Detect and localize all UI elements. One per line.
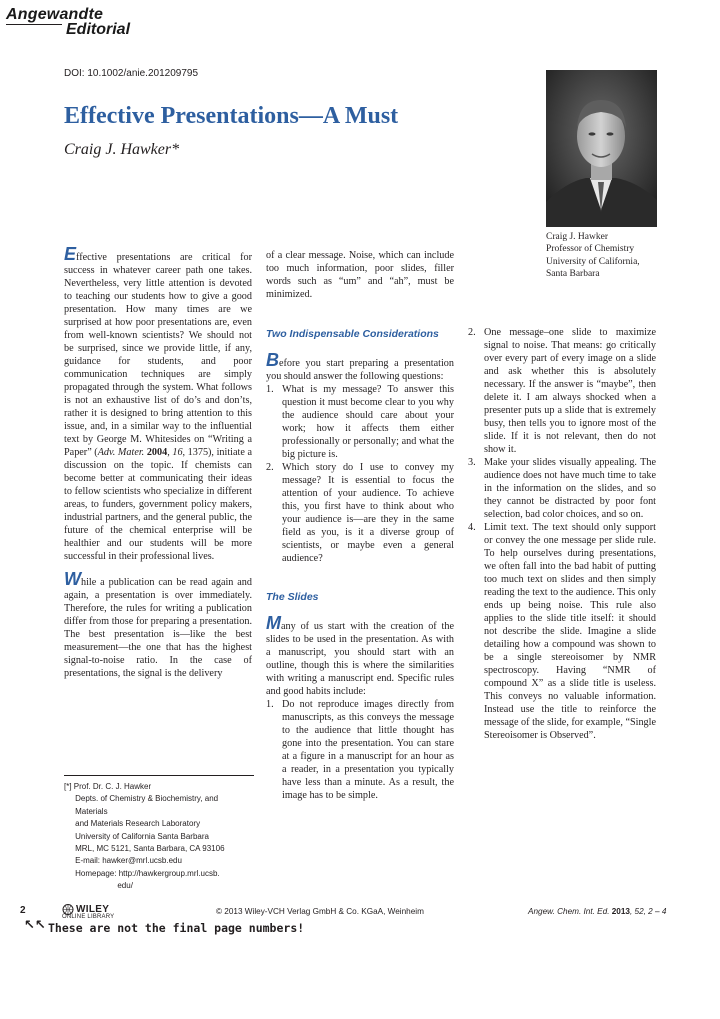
paragraph-signal: While a publication can be read again and again, a presentation is over immediately. Therefore, the rules for writing a publication differ from those for preparing a presentation. The best presentation is—like the best measurement—the one that has the highest signal-to-noise ratio. In the case of presentations, the signal is the delivery [64,569,252,679]
list-item [266,461,454,565]
list-item-text: One message–one slide to maximize signal to noise. That means: go critically over every part of every image on a slide and ask whether this is absolutely necessary. If the answer is “maybe”, then delete it. I am always shocked when a presenter puts up a slide that is extremely busy, then tells you to ignore most of the slide. If it is not relevant, then do not show it. [484,327,656,455]
list-item [468,456,656,521]
article-author: Craig J. Hawker* [64,141,180,158]
list-item-number: 3. [468,457,476,468]
list-item-number: 1. [266,699,274,710]
list-item [266,698,454,802]
journal-citation: Angew. Chem. Int. Ed. 2013, 52, 2 – 4 [528,907,667,916]
list-item [468,326,656,456]
slide-rules-list [266,698,454,802]
author-portrait [546,70,657,227]
journal-logo-editorial: Editorial [66,21,131,38]
not-final-notice: These are not the final page numbers! [48,921,305,935]
section-heading-slides: The Slides [266,591,319,603]
drop-cap: E [64,244,77,264]
copyright: © 2013 Wiley-VCH Verlag GmbH & Co. KGaA, Weinheim [216,907,424,916]
photo-caption: Craig J. Hawker Professor of Chemistry University of California, Santa Barbara [546,232,640,279]
article-title: Effective Presentations—A Must [64,103,399,129]
considerations-list [266,383,454,565]
wiley-subtitle: ONLINE LIBRARY [62,914,115,920]
list-item-text: Which story do I use to convey my message? It is essential to focus the attention of your audience. To achieve this, you first have to think about who your audience is—are they in the same field as you, is it a diverse group of scientists, or maybe even a general audience? [282,462,454,564]
list-item-text: What is my message? To answer this question it must become clear to you why the audience should care about your work; how it affects them either professionally or personally; and what the big picture is. [282,384,454,460]
column-2 [266,249,454,802]
paragraph-continued: of a clear message. Noise, which can include too much information, poor slides, filler words such as “um” and “ah”, must be minimized. [266,250,454,300]
list-item-text: Limit text. The text should only support or convey the one message per slide rule. To help ourselves during presentations, we often fall into the bad habit of putting too much text on slides and then simply reading the text to the audience. This only ends up being noise. This rule also applies to the slide title itself: it should not describe the slide. Imagine a slide detailing how a compound was shown to be a single stereoisomer by NMR spectroscopy. Having “NMR of compound X” as a slide title is useless. This conveys no valuable information. Instead use the title to reinforce the message of the slide, for example, “Single Stereoisomer is Observed”. [484,522,657,741]
paragraph-intro: Effective presentations are critical for success in whatever career path one takes. Nevertheless, very little attention is devoted to teaching our students how to give a good presentation. How many times are we surprised at how poor presentations are, even from well-known scientists? We should not be surprised, since we provide little, if any, guidance for students, and poor communication techniques are simply propagated through the system. What follows is not an exhaustive list of do’s and don’ts, rather it is designed to bring attention to this issue, and, in a similar way to the influential text by George M. Whitesides on “Writing a Paper” (Adv. Mater. 2004, 16, 1375), initiate a discussion on the topic. If chemists can become better at communicating their ideas to fellow scientists who specialize in different areas, to funders, government policy makers, industrial partners, and the general public, the future of the chemical enterprise will be healthier and our students will be more successful in their professional lives. [64,244,252,562]
paragraph-before: Before you start preparing a presentation you should answer the following questions: [266,350,454,382]
drop-cap: M [266,613,281,633]
list-item-text: Do not reproduce images directly from manuscripts, as this conveys the message to the audience that little thought has gone into the presentation. You can stare at a figure in a manuscript for an hour as a reader, in a presentation you typically have less than a minute. As a result, the image has to be simple. [282,699,454,801]
list-item-text: Make your slides visually appealing. The audience does not have much time to take in the information on the slides, and so they cannot be distracted by poor font selection, bad color choices, and so on. [484,457,656,520]
drop-cap: B [266,350,279,370]
list-item [266,383,454,461]
section-heading-considerations: Two Indispensable Considerations [266,328,439,340]
author-footnote: [*] Prof. Dr. C. J. Hawker Depts. of Chemistry & Biochemistry, and Materials and Materials Research Laboratory University of California Santa Barbara MRL, MC 5121, Santa Barbara, CA 93106 E-mail: hawker@mrl.ucsb.edu Homepage: http://hawkergroup.mrl.ucsb. edu/ [64,782,225,891]
list-item [468,521,656,742]
logo-divider [6,24,62,25]
slide-rules-list-continued [468,326,656,742]
page-number: 2 [20,905,26,916]
back-arrows-icon: ↖↖ [24,918,46,933]
wiley-brand: WILEY [76,904,110,915]
column-1 [64,244,252,680]
column-3 [468,326,656,742]
wiley-online-library-logo[interactable] [62,904,114,920]
list-item-number: 4. [468,522,476,533]
paragraph-many: Many of us start with the creation of the slides to be used in the presentation. As with a manuscript, you should start with an outline, though this is where the similarities with writing a manuscript end. Specific rules and good habits include: [266,613,454,697]
doi[interactable]: DOI: 10.1002/anie.201209795 [64,68,198,79]
journal-logo-angewandte: Angewandte [6,6,104,23]
list-item-number: 1. [266,384,274,395]
drop-cap: W [64,569,81,589]
footnote-rule [64,775,254,776]
list-item-number: 2. [266,462,274,473]
list-item-number: 2. [468,327,476,338]
